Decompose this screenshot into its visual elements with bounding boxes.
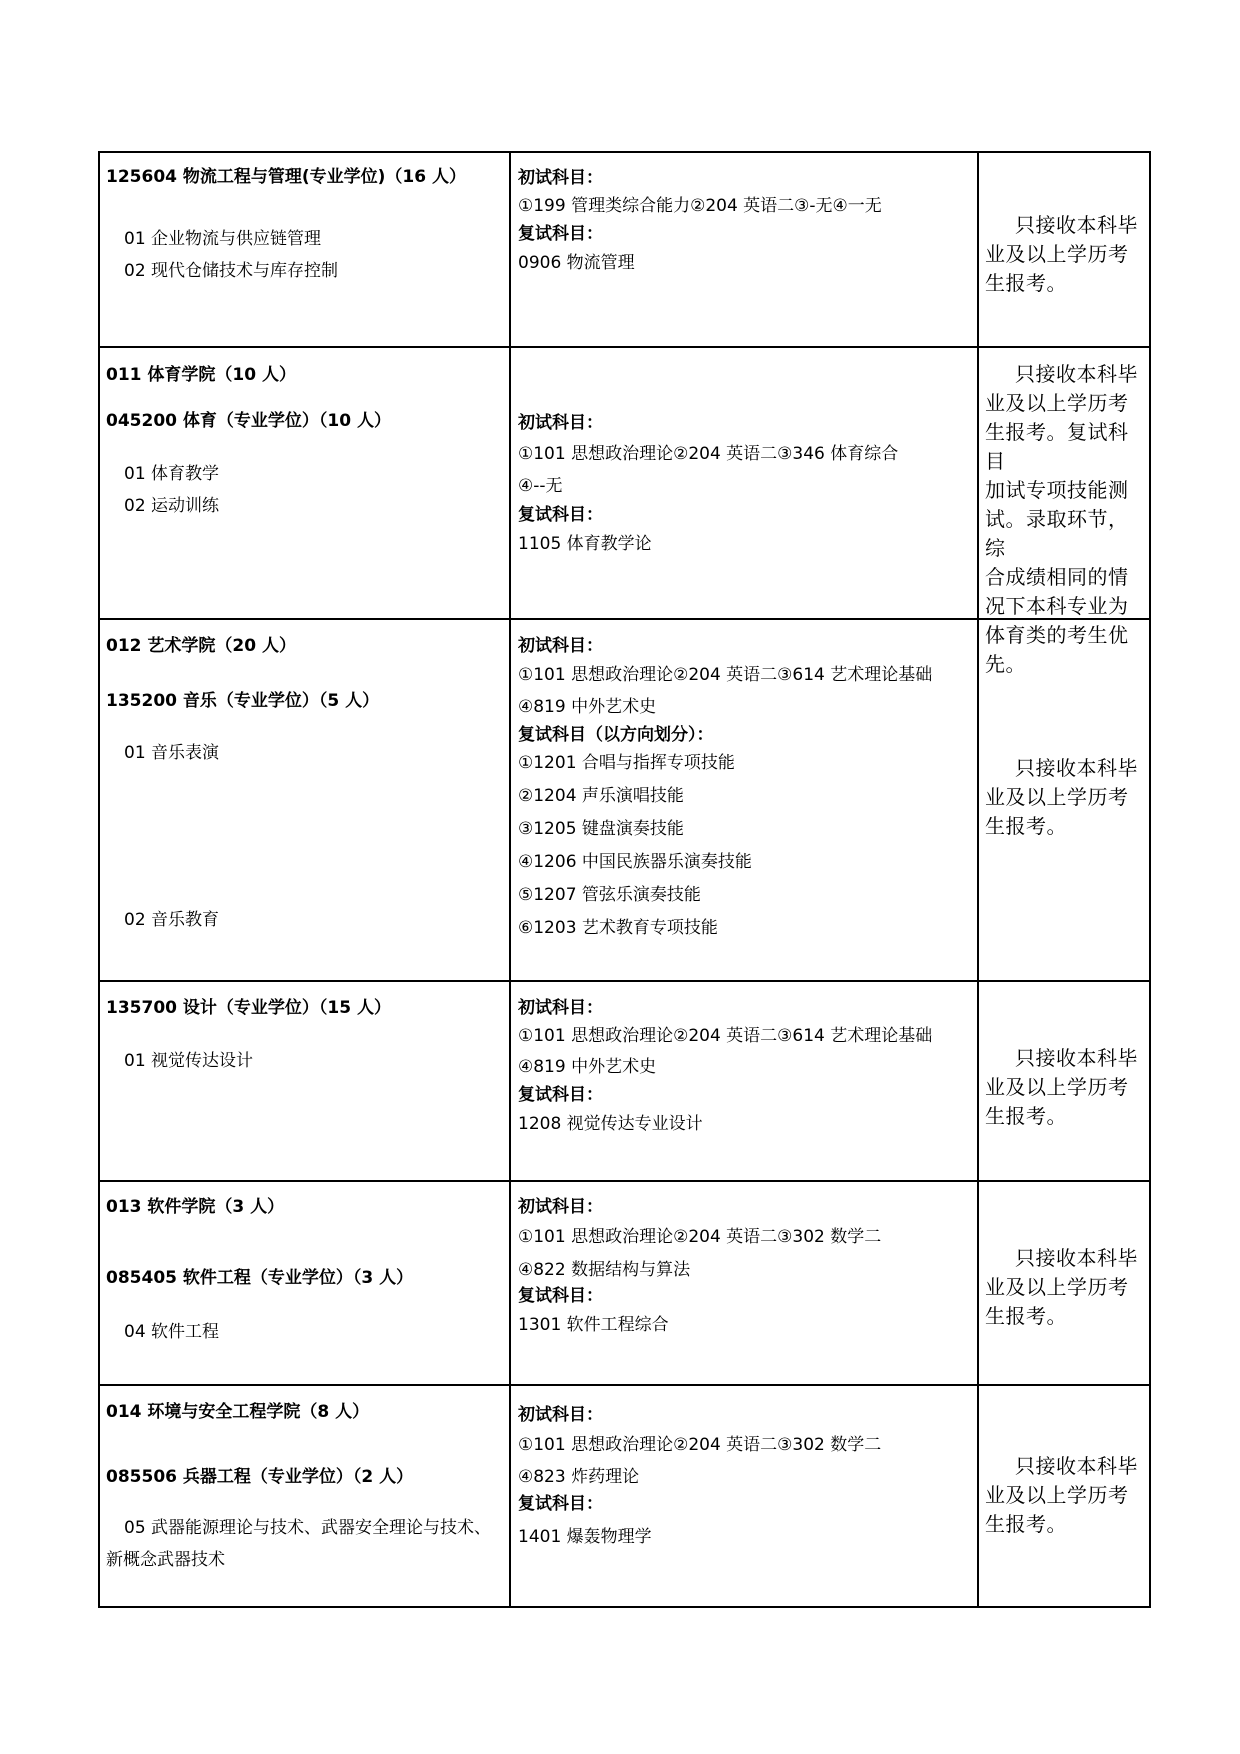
exam-subject-line: ②1204 声乐演唱技能 — [518, 786, 684, 806]
document-page — [98, 151, 1151, 1608]
program-cell — [100, 982, 511, 1180]
college-heading: 014 环境与安全工程学院（8 人） — [106, 1402, 370, 1422]
exam-subject-line: ①101 思想政治理论②204 英语二③302 数学二 — [518, 1435, 882, 1455]
initial-exam-label: 初试科目： — [518, 168, 603, 188]
direction-item: 02 运动训练 — [124, 496, 220, 516]
exam-subject-line: ①101 思想政治理论②204 英语二③614 艺术理论基础 — [518, 665, 933, 685]
program-cell — [100, 348, 511, 618]
exam-subject-line: ④819 中外艺术史 — [518, 1057, 657, 1077]
initial-exam-label: 初试科目： — [518, 1197, 603, 1217]
retest-exam-label: 复试科目： — [518, 1286, 603, 1306]
direction-item: 02 现代仓储技术与库存控制 — [124, 261, 339, 281]
admissions-table — [98, 151, 1151, 1608]
remarks-cell — [979, 1386, 1149, 1606]
retest-exam-label: 复试科目： — [518, 505, 603, 525]
exam-subject-line: ①199 管理类综合能力②204 英语二③-无④一无 — [518, 196, 882, 216]
direction-item: 01 视觉传达设计 — [124, 1051, 254, 1071]
exam-subject-line: ④822 数据结构与算法 — [518, 1260, 691, 1280]
program-heading: 085506 兵器工程（专业学位）（2 人） — [106, 1467, 414, 1487]
table-row — [100, 153, 1149, 346]
retest-exam-label: 复试科目： — [518, 1085, 603, 1105]
remark-text: 只接收本科毕 业及以上学历考 生报考。复试科目 加试专项技能测 试。录取环节，综 合成绩相同的情 况下本科专业为 体育类的考生优 先。 — [985, 362, 1138, 676]
initial-exam-label: 初试科目： — [518, 998, 603, 1018]
exam-subject-line: ①1201 合唱与指挥专项技能 — [518, 753, 735, 773]
direction-item: 05 武器能源理论与技术、武器安全理论与技术、新概念武器技术 — [106, 1518, 492, 1570]
program-cell — [100, 1386, 511, 1606]
program-heading: 125604 物流工程与管理(专业学位)（16 人） — [106, 167, 467, 187]
direction-item: 01 音乐表演 — [124, 743, 220, 763]
remarks-cell — [979, 153, 1149, 346]
direction-item: 01 体育教学 — [124, 464, 220, 484]
exam-subject-line: ④819 中外艺术史 — [518, 697, 657, 717]
exam-subjects-cell — [511, 153, 979, 346]
college-heading: 011 体育学院（10 人） — [106, 365, 296, 385]
exam-subject-line: 0906 物流管理 — [518, 253, 635, 273]
exam-subject-line: ①101 思想政治理论②204 英语二③346 体育综合 — [518, 444, 899, 464]
exam-subject-line: ⑤1207 管弦乐演奏技能 — [518, 885, 701, 905]
college-heading: 013 软件学院（3 人） — [106, 1197, 285, 1217]
program-cell — [100, 1182, 511, 1384]
remark-text: 只接收本科毕 业及以上学历考 生报考。 — [985, 1046, 1138, 1128]
exam-subject-line: ⑥1203 艺术教育专项技能 — [518, 918, 718, 938]
direction-item: 04 软件工程 — [124, 1322, 220, 1342]
remarks-cell — [979, 982, 1149, 1180]
remarks-cell — [979, 348, 1149, 676]
exam-subject-line: ①101 思想政治理论②204 英语二③614 艺术理论基础 — [518, 1026, 933, 1046]
exam-subject-line: ④1206 中国民族器乐演奏技能 — [518, 852, 752, 872]
program-heading: 135200 音乐（专业学位）（5 人） — [106, 691, 380, 711]
table-row — [100, 1180, 1149, 1384]
retest-exam-label: 复试科目（以方向划分）： — [518, 725, 714, 745]
table-row — [100, 980, 1149, 1180]
exam-subjects-cell — [511, 348, 979, 618]
table-row — [100, 618, 1149, 980]
remark-text: 只接收本科毕 业及以上学历考 生报考。 — [985, 213, 1138, 295]
program-heading: 045200 体育（专业学位）（10 人） — [106, 411, 391, 431]
remark-text: 只接收本科毕 业及以上学历考 生报考。 — [985, 1246, 1138, 1328]
program-cell — [100, 620, 511, 980]
initial-exam-label: 初试科目： — [518, 413, 603, 433]
exam-subject-line: ④--无 — [518, 476, 563, 496]
remarks-cell — [979, 620, 1149, 980]
college-heading: 012 艺术学院（20 人） — [106, 636, 296, 656]
program-heading: 135700 设计（专业学位）（15 人） — [106, 998, 391, 1018]
direction-item: 02 音乐教育 — [124, 910, 220, 930]
retest-exam-label: 复试科目： — [518, 224, 603, 244]
initial-exam-label: 初试科目： — [518, 636, 603, 656]
exam-subjects-cell — [511, 982, 979, 1180]
initial-exam-label: 初试科目： — [518, 1405, 603, 1425]
retest-exam-label: 复试科目： — [518, 1494, 603, 1514]
remarks-cell — [979, 1182, 1149, 1384]
table-row — [100, 1384, 1149, 1606]
remark-text: 只接收本科毕 业及以上学历考 生报考。 — [985, 1454, 1138, 1536]
exam-subjects-cell — [511, 1182, 979, 1384]
exam-subjects-cell — [511, 620, 979, 980]
exam-subject-line: ③1205 键盘演奏技能 — [518, 819, 684, 839]
remark-text: 只接收本科毕 业及以上学历考 生报考。 — [985, 756, 1138, 838]
direction-item: 01 企业物流与供应链管理 — [124, 229, 322, 249]
program-cell — [100, 153, 511, 346]
exam-subject-line: ④823 炸药理论 — [518, 1467, 640, 1487]
exam-subject-line: 1105 体育教学论 — [518, 534, 652, 554]
exam-subjects-cell — [511, 1386, 979, 1606]
exam-subject-line: 1401 爆轰物理学 — [518, 1527, 652, 1547]
exam-subject-line: ①101 思想政治理论②204 英语二③302 数学二 — [518, 1227, 882, 1247]
exam-subject-line: 1301 软件工程综合 — [518, 1315, 669, 1335]
program-heading: 085405 软件工程（专业学位）（3 人） — [106, 1268, 414, 1288]
exam-subject-line: 1208 视觉传达专业设计 — [518, 1114, 703, 1134]
